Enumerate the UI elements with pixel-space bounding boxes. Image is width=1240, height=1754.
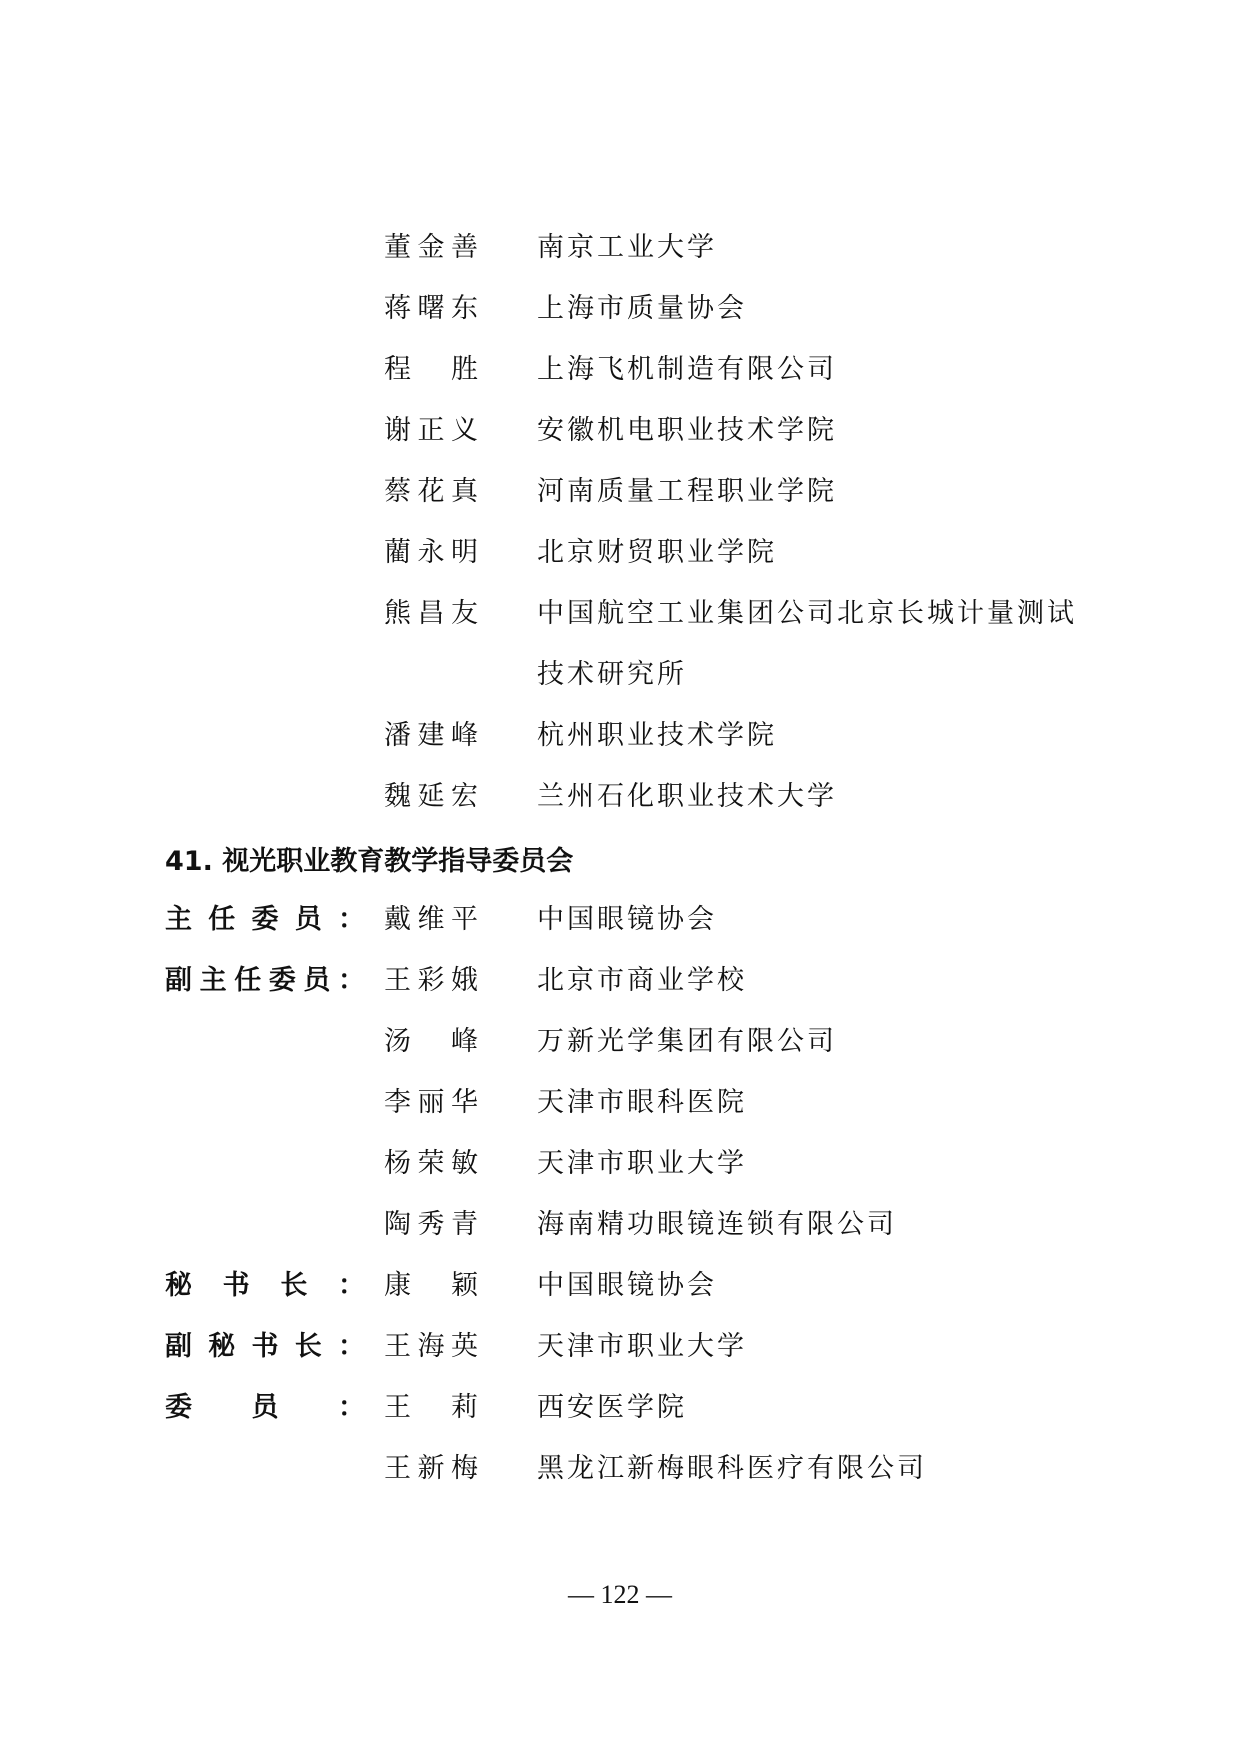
member-name: 王 莉 (384, 1392, 480, 1423)
member-name: 董 金 善 (384, 232, 480, 263)
member-name: 李 丽 华 (384, 1087, 480, 1118)
member-organization: 海南精功眼镜连锁有限公司 (537, 1209, 897, 1240)
top_list-row (0, 533, 1240, 573)
member-name: 陶 秀 青 (384, 1209, 480, 1240)
member-organization: 中国眼镜协会 (537, 904, 717, 935)
member-name: 藺 永 明 (384, 537, 480, 568)
member-name: 王 新 梅 (384, 1453, 480, 1484)
member-organization: 万新光学集团有限公司 (537, 1026, 837, 1057)
member-name: 熊 昌 友 (384, 598, 480, 629)
top_list-row (0, 289, 1240, 329)
member-role: 主 任 委 员 ： (165, 904, 365, 935)
member-role: 副 秘 书 长 ： (165, 1331, 365, 1362)
member-name: 汤 峰 (384, 1026, 480, 1057)
member-organization: 安徽机电职业技术学院 (537, 415, 837, 446)
member-name: 蔡 花 真 (384, 476, 480, 507)
member-organization: 天津市职业大学 (537, 1331, 747, 1362)
members-row (0, 1022, 1240, 1062)
members-row (0, 1144, 1240, 1184)
member-organization: 北京市商业学校 (537, 965, 747, 996)
member-organization: 黑龙江新梅眼科医疗有限公司 (537, 1453, 927, 1484)
member-role: 委 员 ： (165, 1392, 365, 1423)
top_list-row (0, 594, 1240, 634)
top_list-row (0, 228, 1240, 268)
member-name: 魏 延 宏 (384, 781, 480, 812)
member-role: 副 主 任 委 员 ： (165, 965, 365, 996)
member-name: 潘 建 峰 (384, 720, 480, 751)
top_list-row (0, 472, 1240, 512)
member-name: 程 胜 (384, 354, 480, 385)
top_list-row (0, 777, 1240, 817)
page-number: — 122 — (568, 1580, 672, 1609)
members-row (0, 900, 1240, 940)
member-role: 秘 书 长 ： (165, 1270, 365, 1301)
member-organization: 兰州石化职业技术大学 (537, 781, 837, 812)
members-row (0, 1083, 1240, 1123)
top_list-row (0, 411, 1240, 451)
member-organization: 天津市职业大学 (537, 1148, 747, 1179)
top_list-row (0, 350, 1240, 390)
section-title: 41. 视光职业教育教学指导委员会 (165, 846, 574, 877)
member-organization: 北京财贸职业学院 (537, 537, 777, 568)
members-row (0, 1388, 1240, 1428)
member-organization: 天津市眼科医院 (537, 1087, 747, 1118)
member-name: 康 颖 (384, 1270, 480, 1301)
member-organization: 南京工业大学 (537, 232, 717, 263)
member-name: 王 彩 娥 (384, 965, 480, 996)
member-name: 王 海 英 (384, 1331, 480, 1362)
members-row (0, 1327, 1240, 1367)
members-row (0, 1205, 1240, 1245)
top_list-row (0, 716, 1240, 756)
member-name: 谢 正 义 (384, 415, 480, 446)
member-organization: 中国眼镜协会 (537, 1270, 717, 1301)
members-row (0, 1266, 1240, 1306)
members-row (0, 961, 1240, 1001)
member-name: 戴 维 平 (384, 904, 480, 935)
member-organization: 中国航空工业集团公司北京长城计量测试 (537, 598, 1077, 629)
member-organization: 上海市质量协会 (537, 293, 747, 324)
member-organization: 技术研究所 (537, 659, 687, 690)
member-organization: 西安医学院 (537, 1392, 687, 1423)
top_list-row (0, 655, 1240, 695)
member-name: 蒋 曙 东 (384, 293, 480, 324)
member-organization: 河南质量工程职业学院 (537, 476, 837, 507)
member-organization: 上海飞机制造有限公司 (537, 354, 837, 385)
members-row (0, 1449, 1240, 1489)
member-name: 杨 荣 敏 (384, 1148, 480, 1179)
member-organization: 杭州职业技术学院 (537, 720, 777, 751)
